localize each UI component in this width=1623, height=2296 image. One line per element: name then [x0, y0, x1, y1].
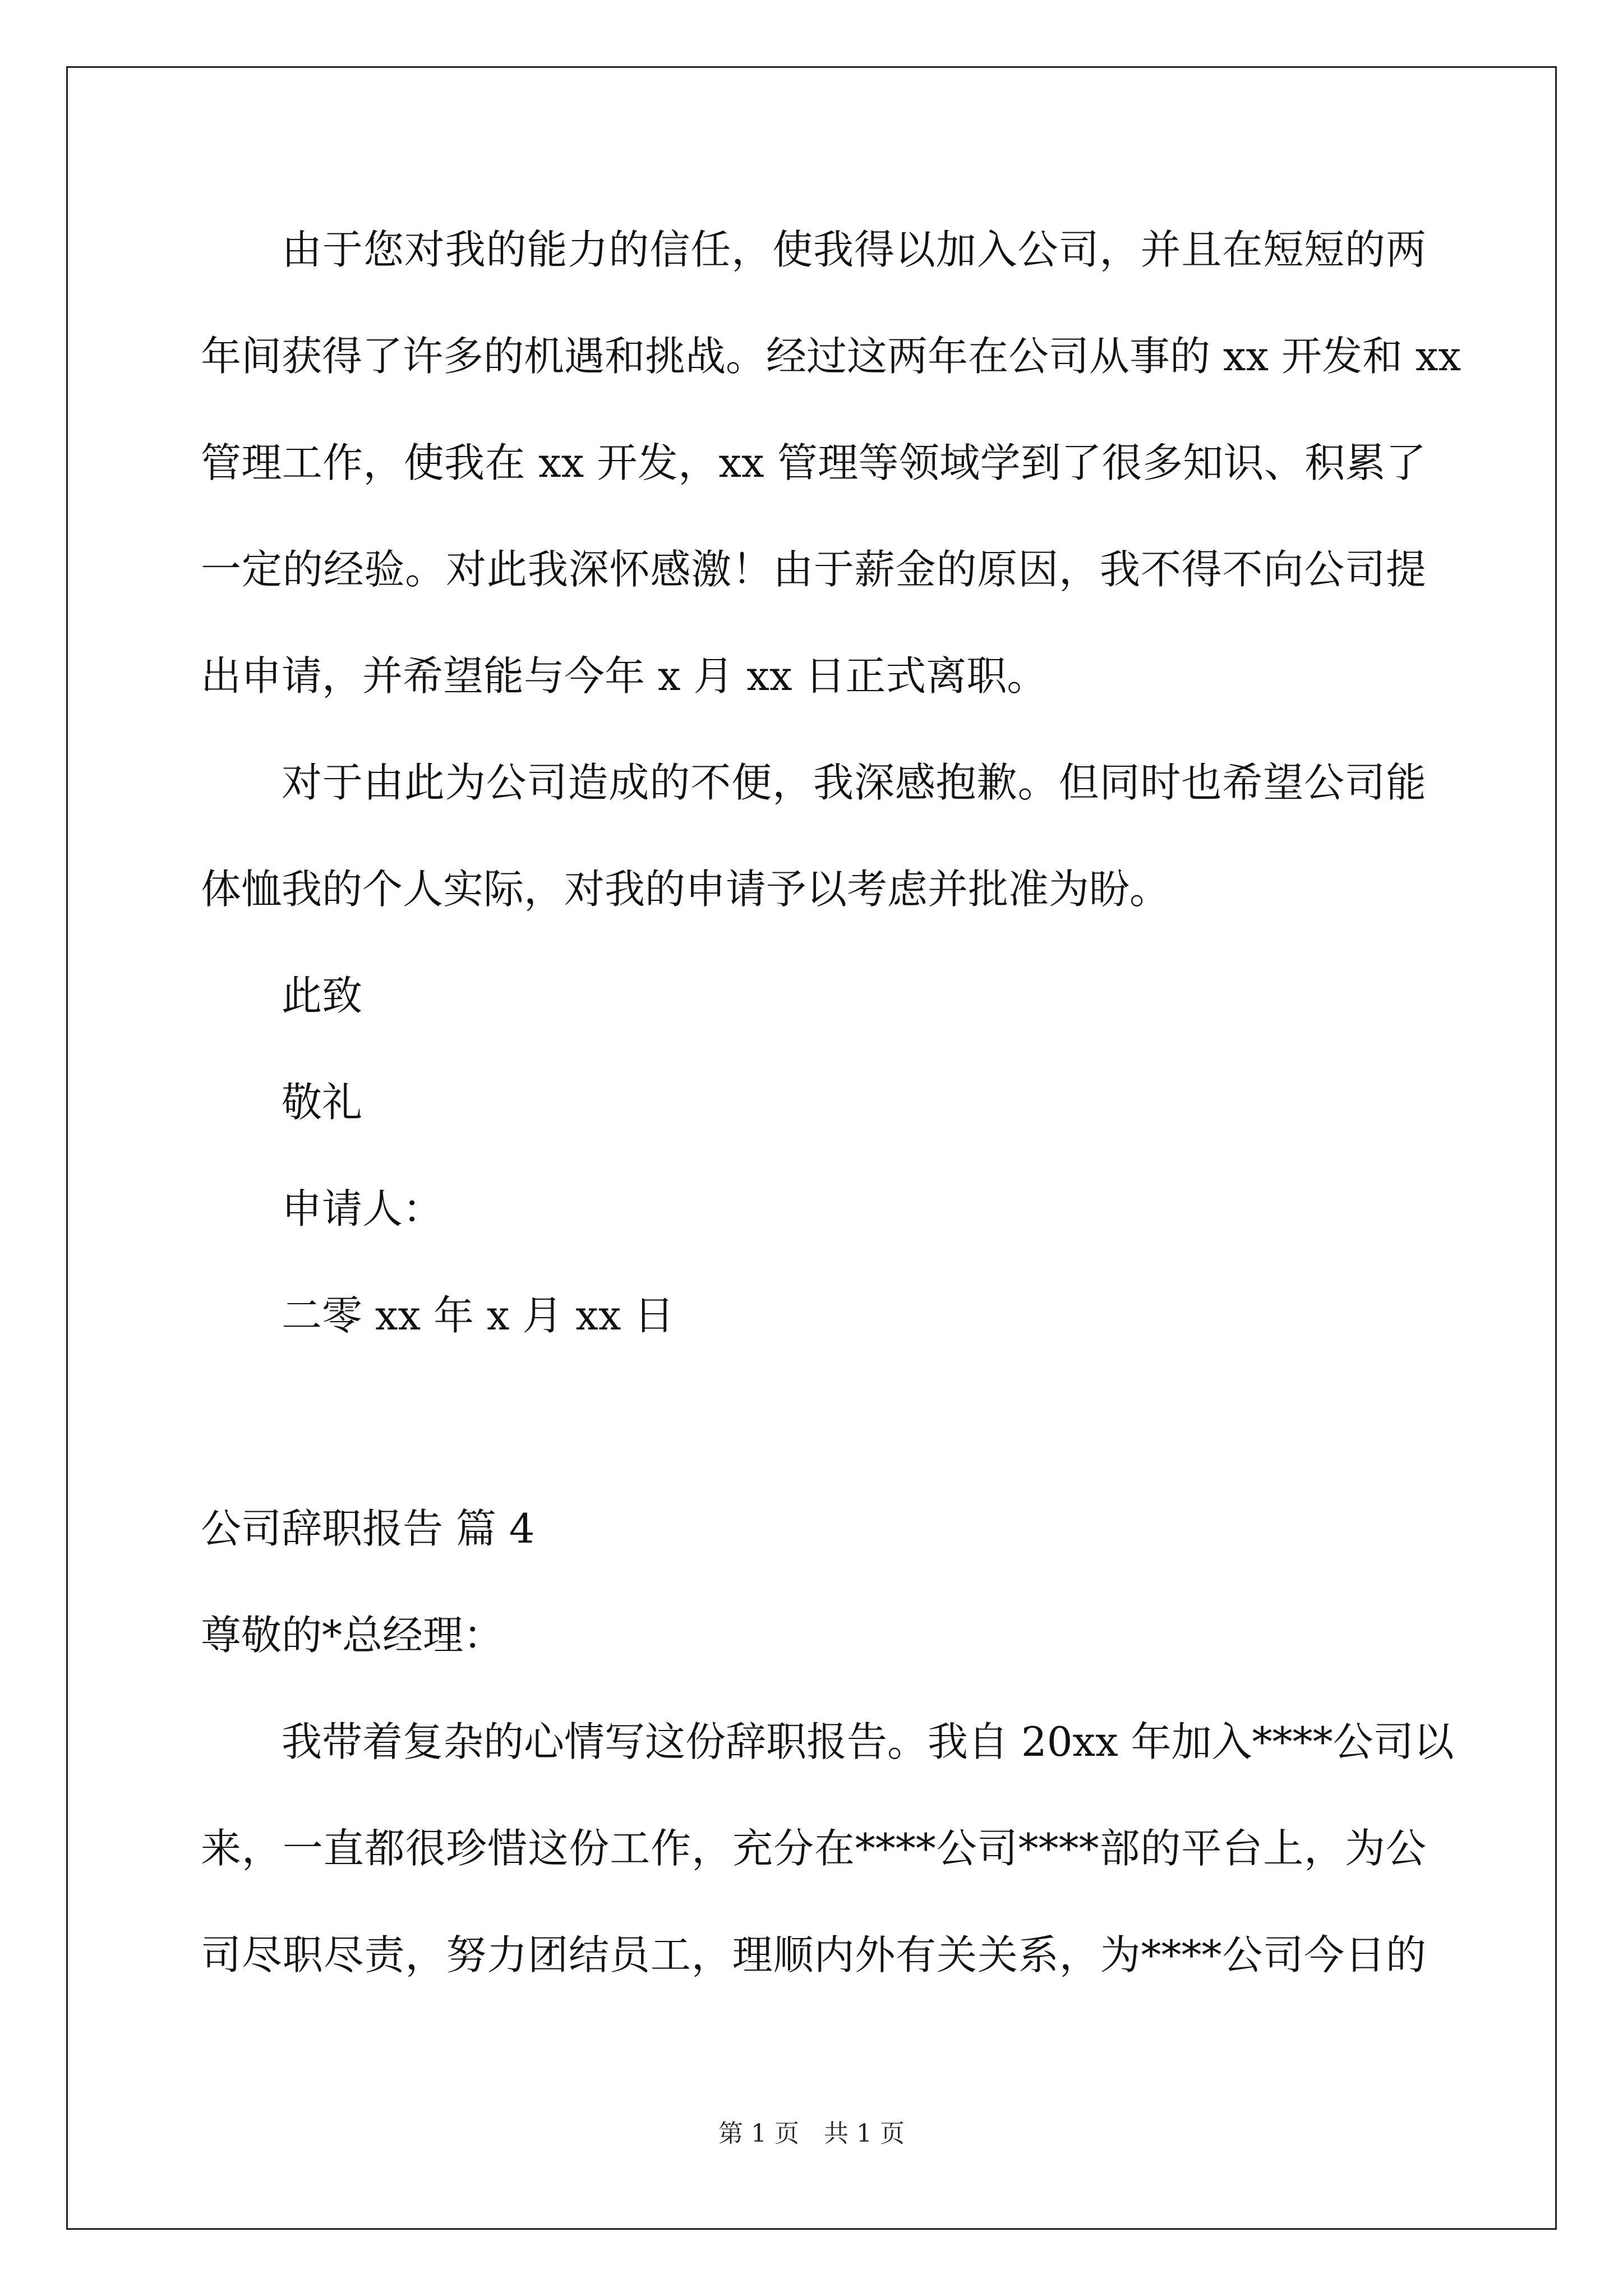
- page-number-current: 第 1 页: [718, 2119, 799, 2148]
- paragraph-1-line-5: 出申请，并希望能与今年 x 月 xx 日正式离职。: [201, 652, 1048, 700]
- paragraph-2-line-2: 体恤我的个人实际，对我的申请予以考虑并批准为盼。: [201, 866, 1170, 913]
- section-title: 公司辞职报告 篇 4: [201, 1505, 535, 1552]
- page-number-total: 共 1 页: [824, 2119, 905, 2148]
- applicant-label: 申请人：: [282, 1185, 444, 1232]
- page-border: [66, 66, 1557, 2230]
- salutation: 尊敬的*总经理：: [201, 1612, 504, 1659]
- paragraph-1-line-2: 年间获得了许多的机遇和挑战。经过这两年在公司从事的 xx 开发和 xx: [201, 333, 1461, 380]
- paragraph-3-line-1: 我带着复杂的心情写这份辞职报告。我自 20xx 年加入****公司以: [282, 1718, 1454, 1765]
- paragraph-1-line-4: 一定的经验。对此我深怀感激！由于薪金的原因，我不得不向公司提: [201, 546, 1426, 593]
- page-footer: [0, 2118, 1623, 2150]
- date-line: 二零 xx 年 x 月 xx 日: [282, 1292, 675, 1339]
- paragraph-3-line-3: 司尽职尽责，努力团结员工，理顺内外有关关系，为****公司今日的: [201, 1931, 1426, 1978]
- paragraph-1-line-3: 管理工作，使我在 xx 开发，xx 管理等领域学到了很多知识、积累了: [201, 439, 1426, 486]
- paragraph-1-line-1: 由于您对我的能力的信任，使我得以加入公司，并且在短短的两: [282, 226, 1426, 273]
- paragraph-3-line-2: 来，一直都很珍惜这份工作，充分在****公司****部的平台上，为公: [201, 1825, 1426, 1872]
- closing-jingli: 敬礼: [282, 1079, 363, 1126]
- closing-cizhi: 此致: [282, 972, 363, 1019]
- paragraph-2-line-1: 对于由此为公司造成的不便，我深感抱歉。但同时也希望公司能: [282, 759, 1426, 806]
